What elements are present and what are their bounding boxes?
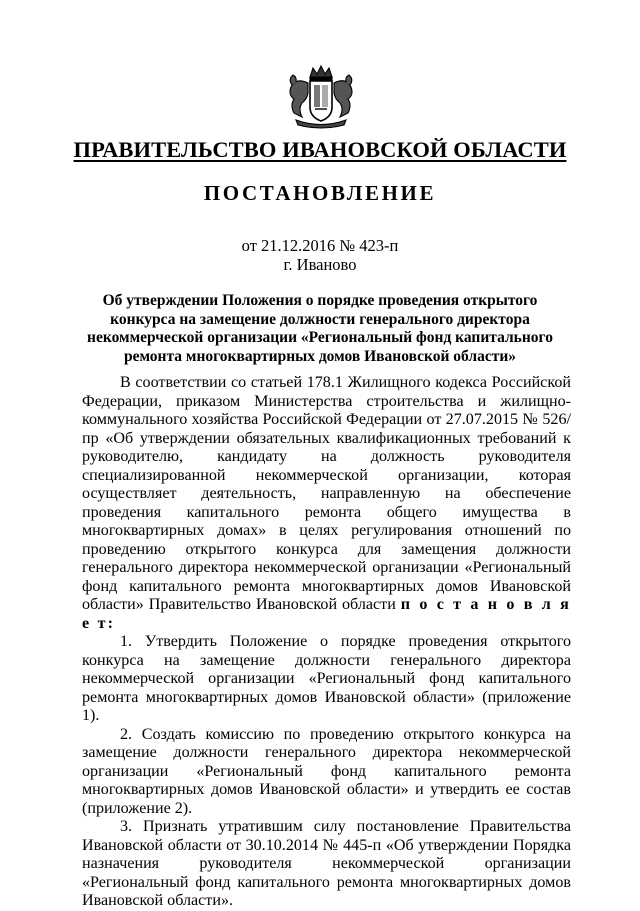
resolves-word: п о с т а н о в л я е т: [82,596,571,632]
preamble-paragraph [82,374,571,633]
ivanovo-coat-of-arms-icon [282,63,360,129]
document-subject: Об утверждении Положения о порядке проведения открытого конкурса на замещение должности генерального директора некоммерческой организации «Региональный фонд капитального ремонта многоквартирных домов Ивановской области» [87,292,553,365]
item-paragraph-3: 3. Признать утратившим силу постановление Правительства Ивановской области от 30.10.2014 № 445-п «Об утверждении Порядка назначения руководителя некоммерческой организации «Региональный фонд капитального ремонта многоквартирных домов Ивановской области». [82,818,571,909]
document-date-number: от 21.12.2016 № 423-п [241,236,399,255]
document-body [82,374,571,911]
item-paragraph-1: 1. Утвердить Положение о порядке проведения открытого конкурса на замещение должности генерального директора некоммерческой организации «Региональный фонд капитального ремонта многоквартирных домов Ивановской области» (приложение 1). [82,633,571,724]
document-city: г. Иваново [283,255,357,274]
government-title: ПРАВИТЕЛЬСТВО ИВАНОВСКОЙ ОБЛАСТИ [73,137,567,162]
item-paragraph-2: 2. Создать комиссию по проведению открытого конкурса на замещение должности генерального директора некоммерческой организации «Региональный фонд капитального ремонта многоквартирных домов Ивановской области» и утвердить ее состав (приложение 2). [82,725,571,817]
document-type: ПОСТАНОВЛЕНИЕ [203,181,437,205]
preamble-text: В соответствии со статьей 178.1 Жилищного кодекса Российской Федерации, приказом Министерства строительства и жилищно-коммунального хозяйства Российской Федерации от 27.07.2015 № 526/пр «Об утверждении обязательных квалификационных требований к руководителю, кандидату на должность руководителя специализированной некоммерческой организации, которая осуществляет деятельность, направленную на обеспечение проведения капитального ремонта общего имущества в многоквартирных домах» в целях регулирования отношений по проведению открытого конкурса для замещения должности генерального директора некоммерческой организации «Региональный фонд капитального ремонта многоквартирных домов Ивановской области» Правительство Ивановской области [82,374,571,613]
